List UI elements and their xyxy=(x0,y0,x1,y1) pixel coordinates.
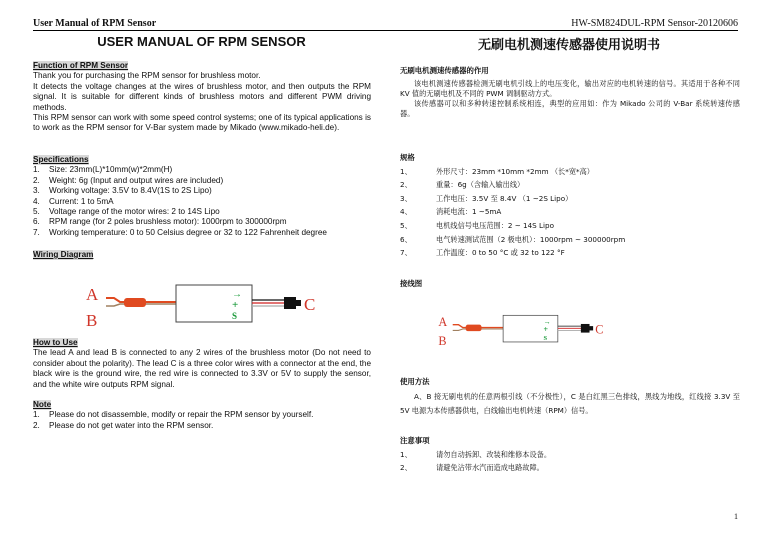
cn-wiring-section xyxy=(400,279,740,289)
list-item: 4、 消耗电流：1 ~5mA xyxy=(400,207,502,217)
en-function-heading: Function of RPM Sensor xyxy=(33,61,129,70)
en-note-heading: Note xyxy=(33,400,52,409)
cn-howto-section xyxy=(400,377,740,418)
list-item: 1、 外形尺寸：23mm *10mm *2mm （长*宽*高） xyxy=(400,166,594,176)
plus-arrow: + xyxy=(232,299,239,311)
cn-function-text-1: 该电机测速传感器检测无刷电机引线上的电压变化，输出对应的电机转速的信号。其适用于各种不同 KV 值的无刷电机及不同的 PWM 调制驱动方式。 xyxy=(400,79,740,98)
cn-howto-text: A、B 接无刷电机的任意两根引线（不分极性），C 是白红黑三色排线，黑线为地线，红线接 3.3V 至 5V 电源为本传感器供电，白线输出电机转速（RPM）信号。 xyxy=(400,392,740,415)
list-item: 7. Working temperature: 0 to 50 Celsius degree or 32 to 122 Fahrenheit degree xyxy=(33,227,327,237)
en-function-text-1: Thank you for purchasing the RPM sensor for brushless motor. xyxy=(33,71,261,81)
en-howto-heading: How to Use xyxy=(33,338,78,347)
label-b: B xyxy=(86,311,98,330)
en-spec-section xyxy=(33,155,371,238)
label-c: C xyxy=(595,322,604,337)
list-item: 1. Please do not disassemble, modify or repair the RPM sensor by yourself. xyxy=(33,410,314,420)
page-title-en: USER MANUAL OF RPM SENSOR xyxy=(97,34,306,49)
header-rule xyxy=(33,30,738,31)
minus-arrow: → xyxy=(543,317,551,326)
cn-function-heading: 无刷电机测速传感器的作用 xyxy=(400,66,489,75)
cn-wiring-heading: 接线图 xyxy=(400,279,423,288)
en-spec-heading: Specifications xyxy=(33,155,89,164)
cn-howto-heading: 使用方法 xyxy=(400,377,430,386)
list-item: 2. Please do not get water into the RPM sensor. xyxy=(33,420,214,430)
label-a: A xyxy=(438,315,448,330)
cn-function-section xyxy=(400,66,740,119)
en-function-text-2: It detects the voltage changes at the wires of brushless motor, and then outputs the RPM signal. It is suitable for different kinds of brushless motors and different PWM driving methods. xyxy=(33,81,371,112)
label-a: A xyxy=(86,285,99,304)
en-howto-text: The lead A and lead B is connected to any 2 wires of the brushless motor (Do not need to consider about the polarity). The lead C is a three color wires with a connector at the end, the black wire is the ground wire, the red wire is connected to 3.3V or 5V to supply the sensor, and the white wire outputs RPM signal. xyxy=(33,348,371,389)
en-wiring-heading: Wiring Diagram xyxy=(33,250,94,259)
en-function-text-3: This RPM sensor can work with some speed control systems; one of its typical applications is to work as the RPM sensor for V-Bar system made by Mikado (www.mikado-heli.de). xyxy=(33,113,371,133)
connector xyxy=(581,324,590,333)
wiring-diagram-en xyxy=(80,276,330,332)
s-arrow: S xyxy=(232,311,238,321)
page-title-cn: 无刷电机测速传感器使用说明书 xyxy=(477,38,660,53)
en-note-section xyxy=(33,400,371,431)
cn-function-text-2: 该传感器可以和多种转速控制系统相连，典型的应用如：作为 Mikado 公司的 V-Bar 系统转速传感器。 xyxy=(400,99,740,118)
list-item: 2. Weight: 6g (Input and output wires are included) xyxy=(33,175,224,185)
en-function-section xyxy=(33,61,371,134)
list-item: 1、 请勿自动拆卸、改装和维修本设备。 xyxy=(400,449,552,459)
plus-arrow: + xyxy=(543,324,548,334)
list-item: 3. Working voltage: 3.5V to 8.4V(1S to 2S Lipo) xyxy=(33,186,212,196)
connector xyxy=(284,297,296,309)
s-arrow: S xyxy=(543,334,548,342)
cn-note-heading: 注意事项 xyxy=(400,436,430,445)
label-c: C xyxy=(304,295,316,314)
list-item: 5、 电机线信号电压范围：2 ~ 14S Lipo xyxy=(400,220,554,230)
lead-a-b-wires xyxy=(106,298,176,307)
list-item: 2、 重量：6g（含输入输出线） xyxy=(400,180,525,190)
list-item: 2、 请避免沾带水汽而造成电路故障。 xyxy=(400,463,544,473)
list-item: 1. Size: 23mm(L)*10mm(w)*2mm(H) xyxy=(33,165,173,175)
list-item: 6、 电气转速测试范围（2 极电机）：1000rpm ~ 300000rpm xyxy=(400,234,626,244)
wiring-diagram-cn xyxy=(434,308,614,350)
page-number: 1 xyxy=(734,512,738,521)
en-wiring-section xyxy=(33,250,371,260)
header-doc-id: HW-SM824DUL-RPM Sensor-20120606 xyxy=(571,18,738,29)
label-b: B xyxy=(438,333,447,348)
header-title-left: User Manual of RPM Sensor xyxy=(33,18,157,29)
cn-spec-heading: 规格 xyxy=(400,153,415,162)
en-howto-section xyxy=(33,338,371,390)
lead-c-wires xyxy=(252,297,301,309)
cn-note-section xyxy=(400,434,740,475)
minus-arrow: → xyxy=(232,289,242,300)
cn-spec-section xyxy=(400,151,740,260)
list-item: 6. RPM range (for 2 poles brushless motor): 1000rpm to 300000rpm xyxy=(33,217,287,227)
list-item: 7、 工作温度：0 to 50 °C 或 32 to 122 °F xyxy=(400,248,565,258)
list-item: 4. Current: 1 to 5mA xyxy=(33,196,114,206)
list-item: 3、 工作电压：3.5V 至 8.4V （1 ~2S Lipo） xyxy=(400,193,573,203)
list-item: 5. Voltage range of the motor wires: 2 to 14S Lipo xyxy=(33,207,220,217)
